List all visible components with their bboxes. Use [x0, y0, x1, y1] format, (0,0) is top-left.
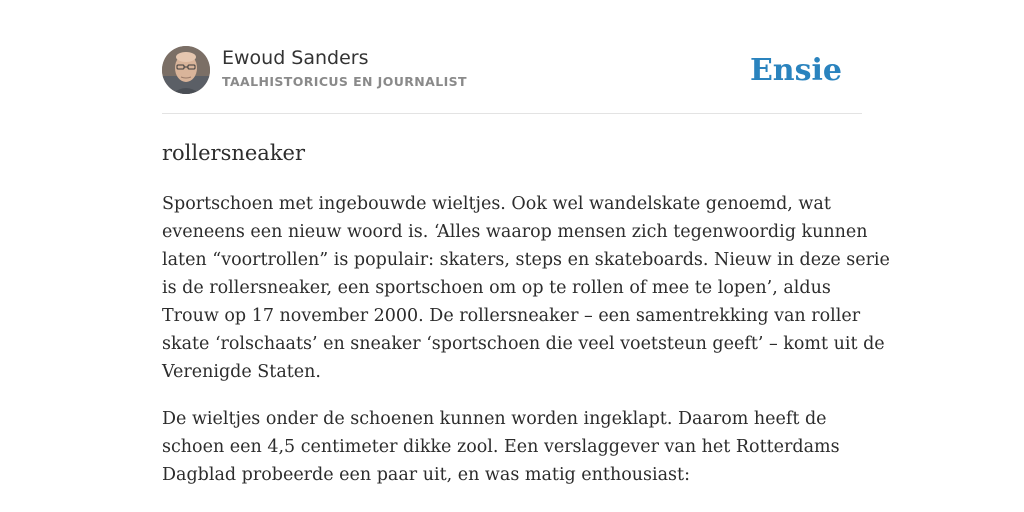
text-line: laten “voortrollen” is populair: skaters, steps en skateboards. Nieuw in deze serie [162, 250, 890, 270]
author-header [162, 46, 862, 96]
text-line: Trouw op 17 november 2000. De rollersneaker – een samentrekking van roller [162, 306, 861, 326]
text-line: is de rollersneaker, een sportschoen om op te rollen of mee te lopen’, aldus [162, 278, 831, 298]
text-line: Verenigde Staten. [162, 362, 321, 382]
author-role: TAALHISTORICUS EN JOURNALIST [222, 74, 467, 89]
entry-headword: rollersneaker [162, 141, 306, 165]
text-line: eveneens een nieuw woord is. ‘Alles waarop mensen zich tegenwoordig kunnen [162, 222, 868, 242]
entry-body [162, 190, 890, 508]
text-line: skate ‘rolschaats’ en sneaker ‘sportschoen die veel voetsteun geeft’ – komt uit de [162, 334, 885, 354]
author-name[interactable]: Ewoud Sanders [222, 47, 369, 69]
text-line: Dagblad probeerde een paar uit, en was matig enthousiast: [162, 465, 690, 485]
paragraph [162, 405, 872, 489]
paragraph [162, 190, 890, 386]
brand-logo[interactable]: Ensie [749, 53, 842, 88]
author-avatar[interactable] [162, 46, 210, 94]
text-line: schoen een 4,5 centimeter dikke zool. Een verslaggever van het Rotterdams [162, 437, 840, 457]
header-divider [162, 113, 862, 114]
text-line: Sportschoen met ingebouwde wieltjes. Ook wel wandelskate genoemd, wat [162, 194, 831, 214]
text-line: De wieltjes onder de schoenen kunnen worden ingeklapt. Daarom heeft de [162, 409, 827, 429]
